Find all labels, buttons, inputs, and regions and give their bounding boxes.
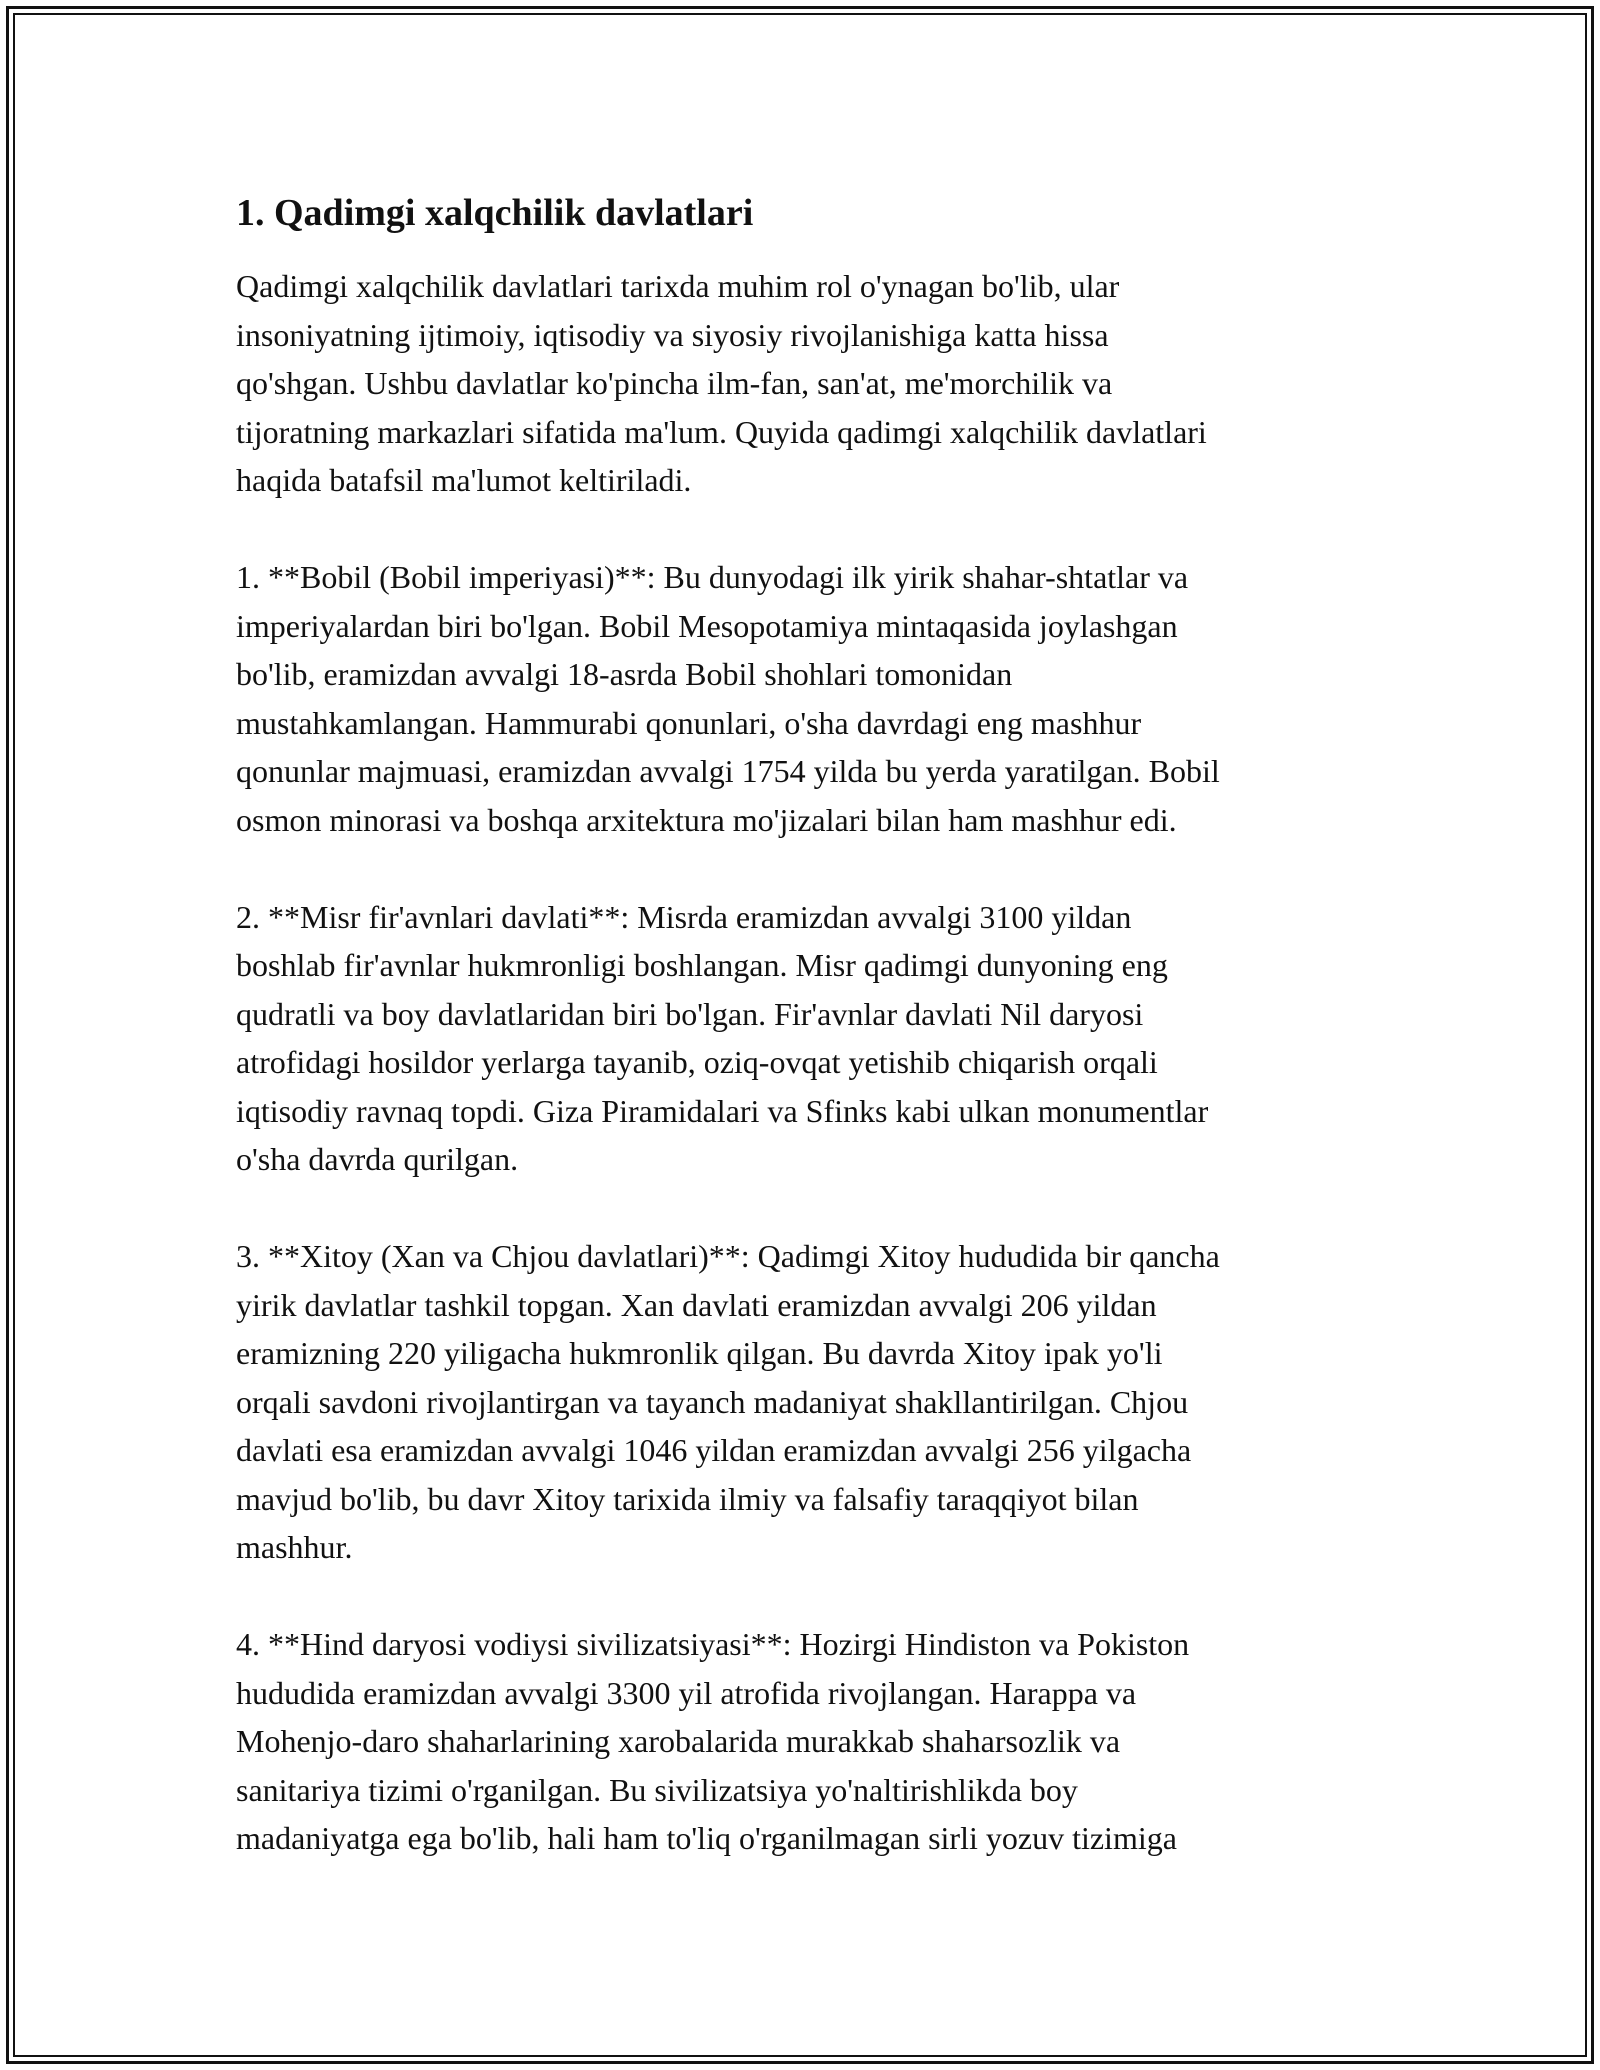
document-body [236, 188, 1376, 1911]
paragraph-bobil: 1. **Bobil (Bobil imperiyasi)**: Bu dunyodagi ilk yirik shahar-shtatlar va imperiyalardan biri bo'lgan. Bobil Mesopotamiya mintaqasida joylashgan bo'lib, eramizdan avvalgi 18-asrda Bobil shohlari tomonidan mustahkamlangan. Hammurabi qonunlari, o'sha davrdagi eng mashhur qonunlar majmuasi, eramizdan avvalgi 1754 yilda bu yerda yaratilgan. Bobil osmon minorasi va boshqa arxitektura mo'jizalari bilan ham mashhur edi. [236, 559, 1220, 838]
intro-paragraph: Qadimgi xalqchilik davlatlari tarixda muhim rol o'ynagan bo'lib, ular insoniyatning ijtimoiy, iqtisodiy va siyosiy rivojlanishiga katta hissa qo'shgan. Ushbu davlatlar ko'pincha ilm-fan, san'at, me'morchilik va tijoratning markazlari sifatida ma'lum. Quyida qadimgi xalqchilik davlatlari haqida batafsil ma'lumot keltiriladi. [236, 268, 1207, 498]
document-title: 1. Qadimgi xalqchilik davlatlari [236, 192, 754, 234]
paragraph-misr: 2. **Misr fir'avnlari davlati**: Misrda eramizdan avvalgi 3100 yildan boshlab fir'avnlar hukmronligi boshlangan. Misr qadimgi dunyoning eng qudratli va boy davlatlaridan biri bo'lgan. Fir'avnlar davlati Nil daryosi atrofidagi hosildor yerlarga tayanib, oziq-ovqat yetishib chiqarish orqali iqtisodiy ravnaq topdi. Giza Piramidalari va Sfinks kabi ulkan monumentlar o'sha davrda qurilgan. [236, 898, 1209, 1177]
paragraph-hind: 4. **Hind daryosi vodiysi sivilizatsiyasi**: Hozirgi Hindiston va Pokiston hududida eramizdan avvalgi 3300 yil atrofida rivojlangan. Harappa va Mohenjo-daro shaharlarining xarobalarida murakkab shaharsozlik va sanitariya tizimi o'rganilgan. Bu sivilizatsiya yo'naltirishlikda boy madaniyatga ega bo'lib, hali ham to'liq o'rganilmagan sirli yozuv tizimiga [236, 1626, 1190, 1856]
paragraph-xitoy: 3. **Xitoy (Xan va Chjou davlatlari)**: Qadimgi Xitoy hududida bir qancha yirik davlatlar tashkil topgan. Xan davlati eramizdan avvalgi 206 yildan eramizning 220 yiligacha hukmronlik qilgan. Bu davrda Xitoy ipak yo'li orqali savdoni rivojlantirgan va tayanch madaniyat shakllantirilgan. Chjou davlati esa eramizdan avvalgi 1046 yildan eramizdan avvalgi 256 yilgacha mavjud bo'lib, bu davr Xitoy tarixida ilmiy va falsafiy taraqqiyot bilan mashhur. [236, 1238, 1220, 1565]
